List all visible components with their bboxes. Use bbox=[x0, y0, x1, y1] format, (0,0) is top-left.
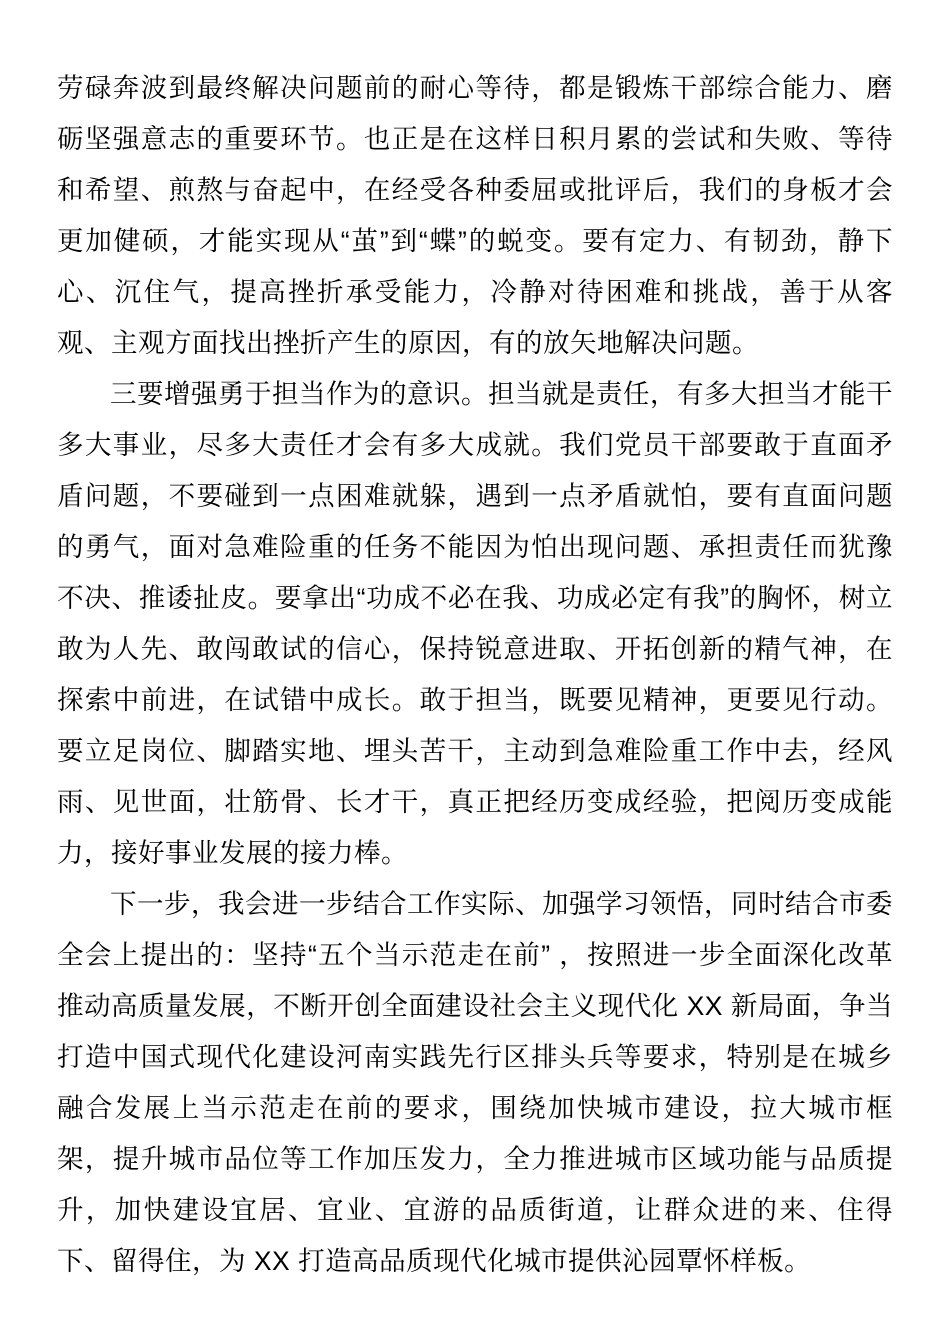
paragraph-1: 劳碌奔波到最终解决问题前的耐心等待，都是锻炼干部综合能力、磨砺坚强意志的重要环节。也正是在这样日积月累的尝试和失败、等待和希望、煎熬与奋起中，在经受各种委屈或批评后，我们的身板才会更加健硕，才能实现从“茧”到“蝶”的蜕变。要有定力、有韧劲，静下心、沉住气，提高挫折承受能力，冷静对待困难和挑战，善于从客观、主观方面找出挫折产生的原因，有的放矢地解决问题。 bbox=[57, 73, 893, 358]
paragraph-2: 三要增强勇于担当作为的意识。担当就是责任，有多大担当才能干多大事业，尽多大责任才会有多大成就。我们党员干部要敢于直面矛盾问题，不要碰到一点困难就躲，遇到一点矛盾就怕，要有直面问题的勇气，面对急难险重的任务不能因为怕出现问题、承担责任而犹豫不决、推诿扯皮。要拿出“功成不必在我、功成必定有我”的胸怀，树立敢为人先、敢闯敢试的信心，保持锐意进取、开拓创新的精气神，在探索中前进，在试错中成长。敢于担当，既要见精神，更要见行动。要立足岗位、脚踏实地、埋头苦干，主动到急难险重工作中去，经风雨、见世面，壮筋骨、长才干，真正把经历变成经验，把阅历变成能力，接好事业发展的接力棒。 bbox=[57, 379, 893, 868]
paragraph-3: 下一步，我会进一步结合工作实际、加强学习领悟，同时结合市委全会上提出的：坚持“五个当示范走在前” ，按照进一步全面深化改革推动高质量发展，不断开创全面建设社会主义现代化 XX 新局面，争当打造中国式现代化建设河南实践先行区排头兵等要求，特别是在城乡融合发展上当示范走在前的要求，围绕加快城市建设，拉大城市框架，提升城市品位等工作加压发力，全力推进城市区域功能与品质提升，加快建设宜居、宜业、宜游的品质街道，让群众进的来、住得下、留得住，为 XX 打造高品质现代化城市提供沁园覃怀样板。 bbox=[57, 889, 893, 1276]
